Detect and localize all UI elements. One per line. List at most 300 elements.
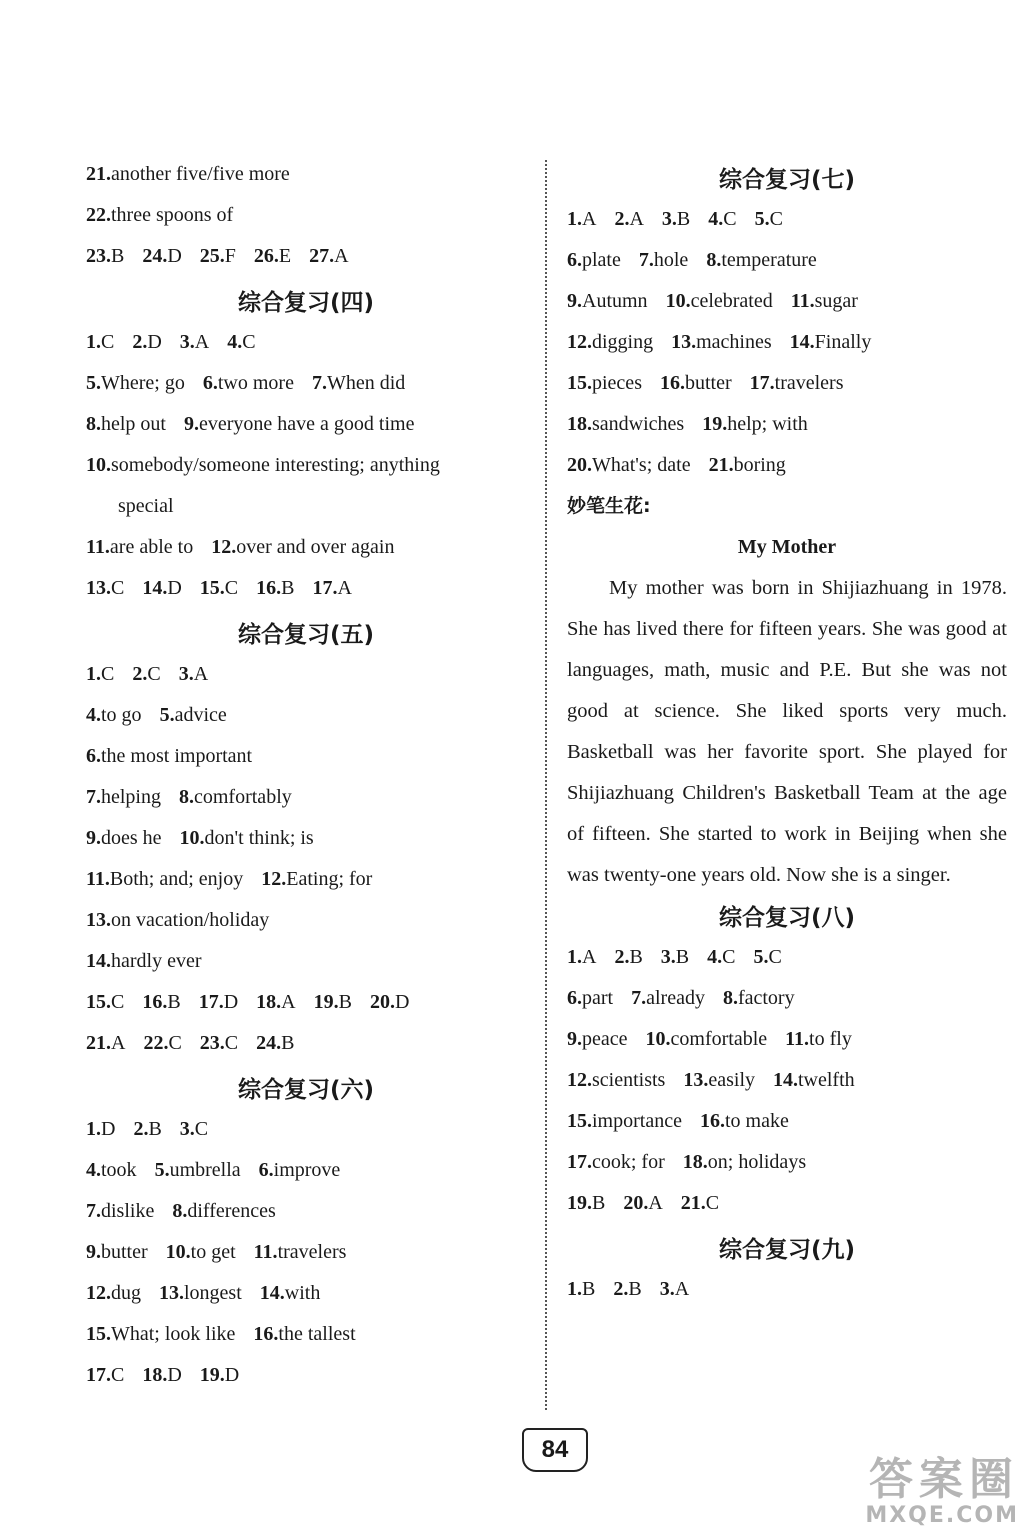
column-divider (545, 160, 547, 1410)
question-number: 1. (86, 663, 101, 685)
answer-item (211, 531, 394, 564)
answer-line (567, 326, 1007, 367)
answer-line (86, 572, 526, 613)
answer-item (785, 1023, 852, 1056)
answer-text: C (111, 577, 125, 599)
question-number: 17. (198, 991, 224, 1013)
answer-item (683, 1064, 755, 1097)
question-number: 21. (86, 163, 111, 185)
question-number: 22. (86, 204, 111, 226)
question-number: 10. (86, 454, 111, 476)
answer-text: E (278, 245, 292, 267)
question-number: 2. (614, 208, 630, 230)
question-number: 9. (567, 290, 582, 312)
answer-text: C (101, 663, 115, 685)
answer-text: dug (111, 1282, 141, 1304)
question-number: 25. (199, 245, 225, 267)
answer-line (86, 699, 526, 740)
answer-item (86, 1113, 115, 1146)
answer-item (639, 244, 688, 277)
answer-line (86, 1359, 526, 1400)
question-number: 26. (253, 245, 279, 267)
answer-line (86, 904, 526, 945)
question-number: 1. (86, 1118, 101, 1140)
answer-text: C (168, 1032, 182, 1054)
question-number: 7. (86, 1200, 101, 1222)
answer-text: boring (733, 454, 786, 476)
question-number: 15. (567, 1110, 592, 1132)
answer-text: digging (592, 331, 654, 353)
answer-item (142, 986, 180, 1019)
answer-text: does he (101, 827, 162, 849)
answer-line (86, 1318, 526, 1359)
answer-item (118, 490, 174, 523)
answer-item (646, 1023, 768, 1056)
answer-text: to make (724, 1110, 789, 1132)
answer-text: the tallest (278, 1323, 356, 1345)
answer-line (567, 1146, 1007, 1187)
answer-line (86, 781, 526, 822)
answer-text: celebrated (690, 290, 773, 312)
answer-text: B (281, 1032, 295, 1054)
answer-item (143, 1027, 181, 1060)
question-number: 14. (142, 577, 168, 599)
answer-text: A (648, 1192, 663, 1214)
answer-text: B (676, 208, 691, 230)
answer-item (567, 982, 613, 1015)
question-number: 2. (132, 331, 148, 353)
answer-text: B (582, 1278, 596, 1300)
answer-line (86, 740, 526, 781)
answer-item (86, 326, 114, 359)
answer-line (567, 1023, 1007, 1064)
answer-text: already (646, 987, 705, 1009)
answer-line (86, 863, 526, 904)
question-number: 6. (202, 372, 218, 394)
question-number: 21. (708, 454, 734, 476)
question-number: 14. (86, 950, 111, 972)
question-number: 17. (749, 372, 775, 394)
answer-item (567, 285, 648, 318)
answer-item (142, 1359, 181, 1392)
answer-line (86, 1027, 526, 1068)
answer-item (86, 240, 124, 273)
question-number: 18. (256, 991, 282, 1013)
answer-item (660, 367, 732, 400)
answer-item (631, 982, 705, 1015)
answer-text: C (705, 1192, 720, 1214)
answer-text: the most important (101, 745, 253, 767)
answer-text: A (111, 1032, 126, 1054)
answer-line (86, 1277, 526, 1318)
question-number: 3. (659, 1278, 675, 1300)
answer-text: on; holidays (707, 1151, 807, 1173)
answer-line (567, 203, 1007, 244)
answer-text: A (193, 663, 209, 685)
answer-item (180, 1113, 208, 1146)
answer-text: are able to (109, 536, 194, 558)
question-number: 3. (661, 208, 677, 230)
answer-item (707, 941, 735, 974)
answer-text: D (101, 1118, 116, 1140)
question-number: 4. (707, 946, 723, 968)
answer-item (671, 326, 772, 359)
answer-text: C (194, 1118, 209, 1140)
question-number: 11. (790, 290, 815, 312)
question-number: 9. (184, 413, 199, 435)
answer-item (567, 941, 596, 974)
answer-text: D (394, 991, 410, 1013)
question-number: 1. (567, 946, 582, 968)
answer-item (567, 1105, 682, 1138)
question-number: 2. (132, 663, 148, 685)
answer-line (567, 408, 1007, 449)
answer-item (666, 285, 773, 318)
question-number: 9. (567, 1028, 582, 1050)
answer-text: don't think; is (204, 827, 314, 849)
answer-item (567, 244, 621, 277)
question-number: 12. (567, 331, 592, 353)
answer-text: to fly (809, 1028, 852, 1050)
answer-item (683, 1146, 806, 1179)
question-number: 22. (143, 1032, 169, 1054)
section-heading: 综合复习(五) (237, 622, 375, 648)
answer-item (132, 326, 161, 359)
answer-text: twelfth (798, 1069, 855, 1091)
answer-text: Where; go (101, 372, 185, 394)
answer-line (86, 531, 526, 572)
question-number: 11. (253, 1241, 278, 1263)
answer-item (254, 1236, 347, 1269)
answer-item (312, 572, 351, 605)
writing-section-label: 妙笔生花: (567, 495, 651, 517)
question-number: 2. (613, 1278, 629, 1300)
answer-item (86, 822, 162, 855)
answer-line (567, 367, 1007, 408)
answer-line (86, 490, 526, 531)
question-number: 3. (179, 331, 195, 353)
watermark-logo: 答案圈 (869, 1454, 1019, 1505)
answer-item (200, 240, 236, 273)
question-number: 5. (753, 946, 769, 968)
question-number: 4. (86, 1159, 101, 1181)
question-number: 6. (258, 1159, 274, 1181)
answer-text: B (592, 1192, 606, 1214)
watermark (865, 1454, 1019, 1528)
answer-item (723, 982, 795, 1015)
answer-item (709, 449, 786, 482)
answer-text: pieces (592, 372, 642, 394)
question-number: 15. (86, 1323, 111, 1345)
answer-item (155, 1154, 241, 1187)
answer-text: Eating; for (286, 868, 373, 890)
question-number: 7. (638, 249, 654, 271)
answer-item (661, 941, 689, 974)
answer-item (256, 986, 295, 1019)
answer-line (567, 982, 1007, 1023)
answer-line (86, 199, 526, 240)
question-number: 1. (86, 331, 101, 353)
answer-line (86, 1154, 526, 1195)
page-number: 84 (522, 1428, 588, 1472)
answer-text: differences (187, 1200, 276, 1222)
answer-text: comfortable (670, 1028, 768, 1050)
answer-item (750, 367, 844, 400)
answer-text: part (582, 987, 614, 1009)
question-number: 17. (567, 1151, 592, 1173)
question-number: 5. (86, 372, 101, 394)
answer-line (567, 1273, 1007, 1314)
question-number: 12. (211, 536, 237, 558)
answer-item (314, 986, 352, 1019)
question-number: 10. (665, 290, 691, 312)
answer-line (567, 1187, 1007, 1228)
question-number: 7. (631, 987, 647, 1009)
question-number: 6. (567, 987, 582, 1009)
answer-text: C (722, 946, 736, 968)
answer-item (86, 740, 252, 773)
answer-text: everyone have a good time (199, 413, 415, 435)
answer-text: A (334, 245, 349, 267)
answer-item (702, 408, 808, 441)
answer-text: plate (582, 249, 621, 271)
answer-text: C (224, 577, 239, 599)
answer-item (86, 1154, 137, 1187)
answer-item (623, 1187, 662, 1220)
question-number: 11. (86, 536, 110, 558)
answer-line (567, 1105, 1007, 1146)
question-number: 2. (614, 946, 630, 968)
question-number: 16. (142, 991, 168, 1013)
right-column (567, 158, 1007, 1314)
answer-line (86, 158, 526, 199)
answer-item (227, 326, 255, 359)
question-number: 1. (567, 208, 582, 230)
answer-item (86, 158, 290, 191)
answer-item (184, 408, 414, 441)
question-number: 20. (567, 454, 592, 476)
answer-text: help out (101, 413, 166, 435)
answer-text: dislike (101, 1200, 155, 1222)
answer-item (567, 1187, 605, 1220)
question-number: 7. (86, 786, 101, 808)
question-number: 19. (199, 1364, 225, 1386)
answer-item (200, 572, 238, 605)
question-number: 18. (682, 1151, 708, 1173)
answer-item (142, 572, 181, 605)
answer-line (86, 658, 526, 699)
answer-text: three spoons of (111, 204, 234, 226)
answer-text: cook; for (592, 1151, 665, 1173)
answer-item (86, 367, 185, 400)
answer-item (791, 285, 858, 318)
answer-line (86, 1113, 526, 1154)
question-number: 18. (567, 413, 592, 435)
watermark-url: MXQE.COM (865, 1503, 1019, 1528)
answer-text: hardly ever (111, 950, 202, 972)
answer-text: somebody/someone interesting; anything (111, 454, 440, 476)
answer-item (681, 1187, 719, 1220)
answer-item (180, 326, 209, 359)
question-number: 19. (567, 1192, 592, 1214)
question-number: 21. (86, 1032, 111, 1054)
question-number: 13. (671, 331, 697, 353)
answer-item (86, 408, 166, 441)
answer-text: B (148, 1118, 162, 1140)
question-number: 24. (256, 1032, 282, 1054)
question-number: 15. (86, 991, 111, 1013)
answer-item (700, 1105, 789, 1138)
answer-line (86, 986, 526, 1027)
answer-item (86, 531, 193, 564)
question-number: 13. (159, 1282, 184, 1304)
answer-text: A (674, 1278, 690, 1300)
question-number: 20. (623, 1192, 649, 1214)
answer-item (86, 572, 124, 605)
answer-text: B (167, 991, 181, 1013)
answer-item (256, 572, 294, 605)
answer-text: butter (684, 372, 732, 394)
answer-item (613, 1273, 641, 1306)
answer-item (567, 367, 642, 400)
question-number: 9. (86, 827, 101, 849)
answer-text: A (194, 331, 210, 353)
answer-item (773, 1064, 855, 1097)
question-number: 20. (369, 991, 395, 1013)
answer-text: hole (653, 249, 689, 271)
question-number: 8. (172, 1200, 188, 1222)
answer-item (86, 986, 124, 1019)
question-number: 4. (227, 331, 243, 353)
question-number: 17. (312, 577, 338, 599)
answer-line (86, 1195, 526, 1236)
answer-line (86, 822, 526, 863)
answer-item (86, 1027, 125, 1060)
answer-text: B (628, 1278, 642, 1300)
question-number: 17. (86, 1364, 111, 1386)
essay-title: My Mother (737, 536, 837, 558)
answer-line (567, 449, 1007, 490)
answer-item (166, 1236, 236, 1269)
answer-item (259, 1154, 341, 1187)
answer-line (86, 367, 526, 408)
answer-text: Both; and; enjoy (109, 868, 244, 890)
answer-item (708, 203, 736, 236)
question-number: 3. (179, 1118, 195, 1140)
answer-text: What; look like (111, 1323, 236, 1345)
answer-item (86, 1359, 124, 1392)
question-number: 10. (165, 1241, 191, 1263)
answer-item (160, 699, 227, 732)
question-number: 8. (179, 786, 194, 808)
answer-text: When did (326, 372, 406, 394)
question-number: 12. (261, 868, 287, 890)
answer-item (614, 941, 642, 974)
question-number: 19. (702, 413, 728, 435)
question-number: 27. (309, 245, 335, 267)
answer-text: butter (101, 1241, 148, 1263)
answer-line (86, 408, 526, 449)
answer-text: D (224, 1364, 240, 1386)
answer-text: advice (174, 704, 227, 726)
answer-text: C (224, 1032, 239, 1054)
answer-line (567, 1064, 1007, 1105)
answer-text: on vacation/holiday (111, 909, 270, 931)
answer-text: importance (592, 1110, 682, 1132)
question-number: 12. (567, 1069, 592, 1091)
answer-item (261, 863, 372, 896)
answer-text: F (224, 245, 236, 267)
answer-text: temperature (721, 249, 817, 271)
answer-item (86, 781, 161, 814)
answer-item (86, 449, 440, 482)
question-number: 13. (86, 577, 111, 599)
answer-line (86, 326, 526, 367)
answer-item (179, 658, 208, 691)
answer-item (180, 822, 314, 855)
answer-item (256, 1027, 294, 1060)
essay-paragraph: My mother was born in Shijiazhuang in 1978. She has lived there for fifteen years. She was good at languages, math, music and P.E. But she was not good at science. She liked sports very much. Basketball was her favorite sport. She played for Shijiazhuang Children's Basketball Team at the age of fifteen. She started to work in Beijing when she was twenty-one years old. Now she is a singer. (567, 577, 1007, 886)
question-number: 8. (706, 249, 722, 271)
question-number: 1. (567, 1278, 582, 1300)
answer-item (614, 203, 643, 236)
answer-item (567, 1146, 665, 1179)
answer-item (567, 1064, 665, 1097)
answer-text: C (147, 663, 161, 685)
answer-item (309, 240, 348, 273)
answer-text: A (629, 208, 644, 230)
answer-item (159, 1277, 242, 1310)
answer-text: A (582, 208, 597, 230)
left-column (86, 158, 526, 1400)
answer-item (86, 1236, 148, 1269)
answer-text: A (281, 991, 296, 1013)
answer-text: D (147, 331, 162, 353)
answer-text: C (111, 991, 125, 1013)
question-number: 8. (86, 413, 101, 435)
question-number: 10. (645, 1028, 671, 1050)
answer-item (200, 1027, 238, 1060)
question-number: 16. (256, 577, 282, 599)
answer-text: to get (190, 1241, 236, 1263)
question-number: 6. (86, 745, 101, 767)
answer-text: B (629, 946, 643, 968)
answer-item (203, 367, 294, 400)
answer-line (86, 1236, 526, 1277)
question-number: 23. (86, 245, 111, 267)
question-number: 11. (86, 868, 110, 890)
answer-text: D (167, 577, 182, 599)
answer-item (172, 1195, 275, 1228)
answer-item (567, 408, 684, 441)
answer-text: help; with (727, 413, 808, 435)
section-heading: 综合复习(七) (718, 167, 856, 193)
answer-item (142, 240, 181, 273)
answer-item (86, 945, 202, 978)
answer-text: C (111, 1364, 125, 1386)
question-number: 16. (253, 1323, 279, 1345)
question-number: 12. (86, 1282, 111, 1304)
section-heading: 综合复习(四) (237, 290, 375, 316)
question-number: 24. (142, 245, 168, 267)
answer-text: C (101, 331, 115, 353)
answer-line (86, 449, 526, 490)
question-number: 19. (313, 991, 339, 1013)
answer-line (86, 240, 526, 281)
question-number: 5. (754, 208, 770, 230)
question-number: 5. (159, 704, 175, 726)
answer-text: A (582, 946, 597, 968)
